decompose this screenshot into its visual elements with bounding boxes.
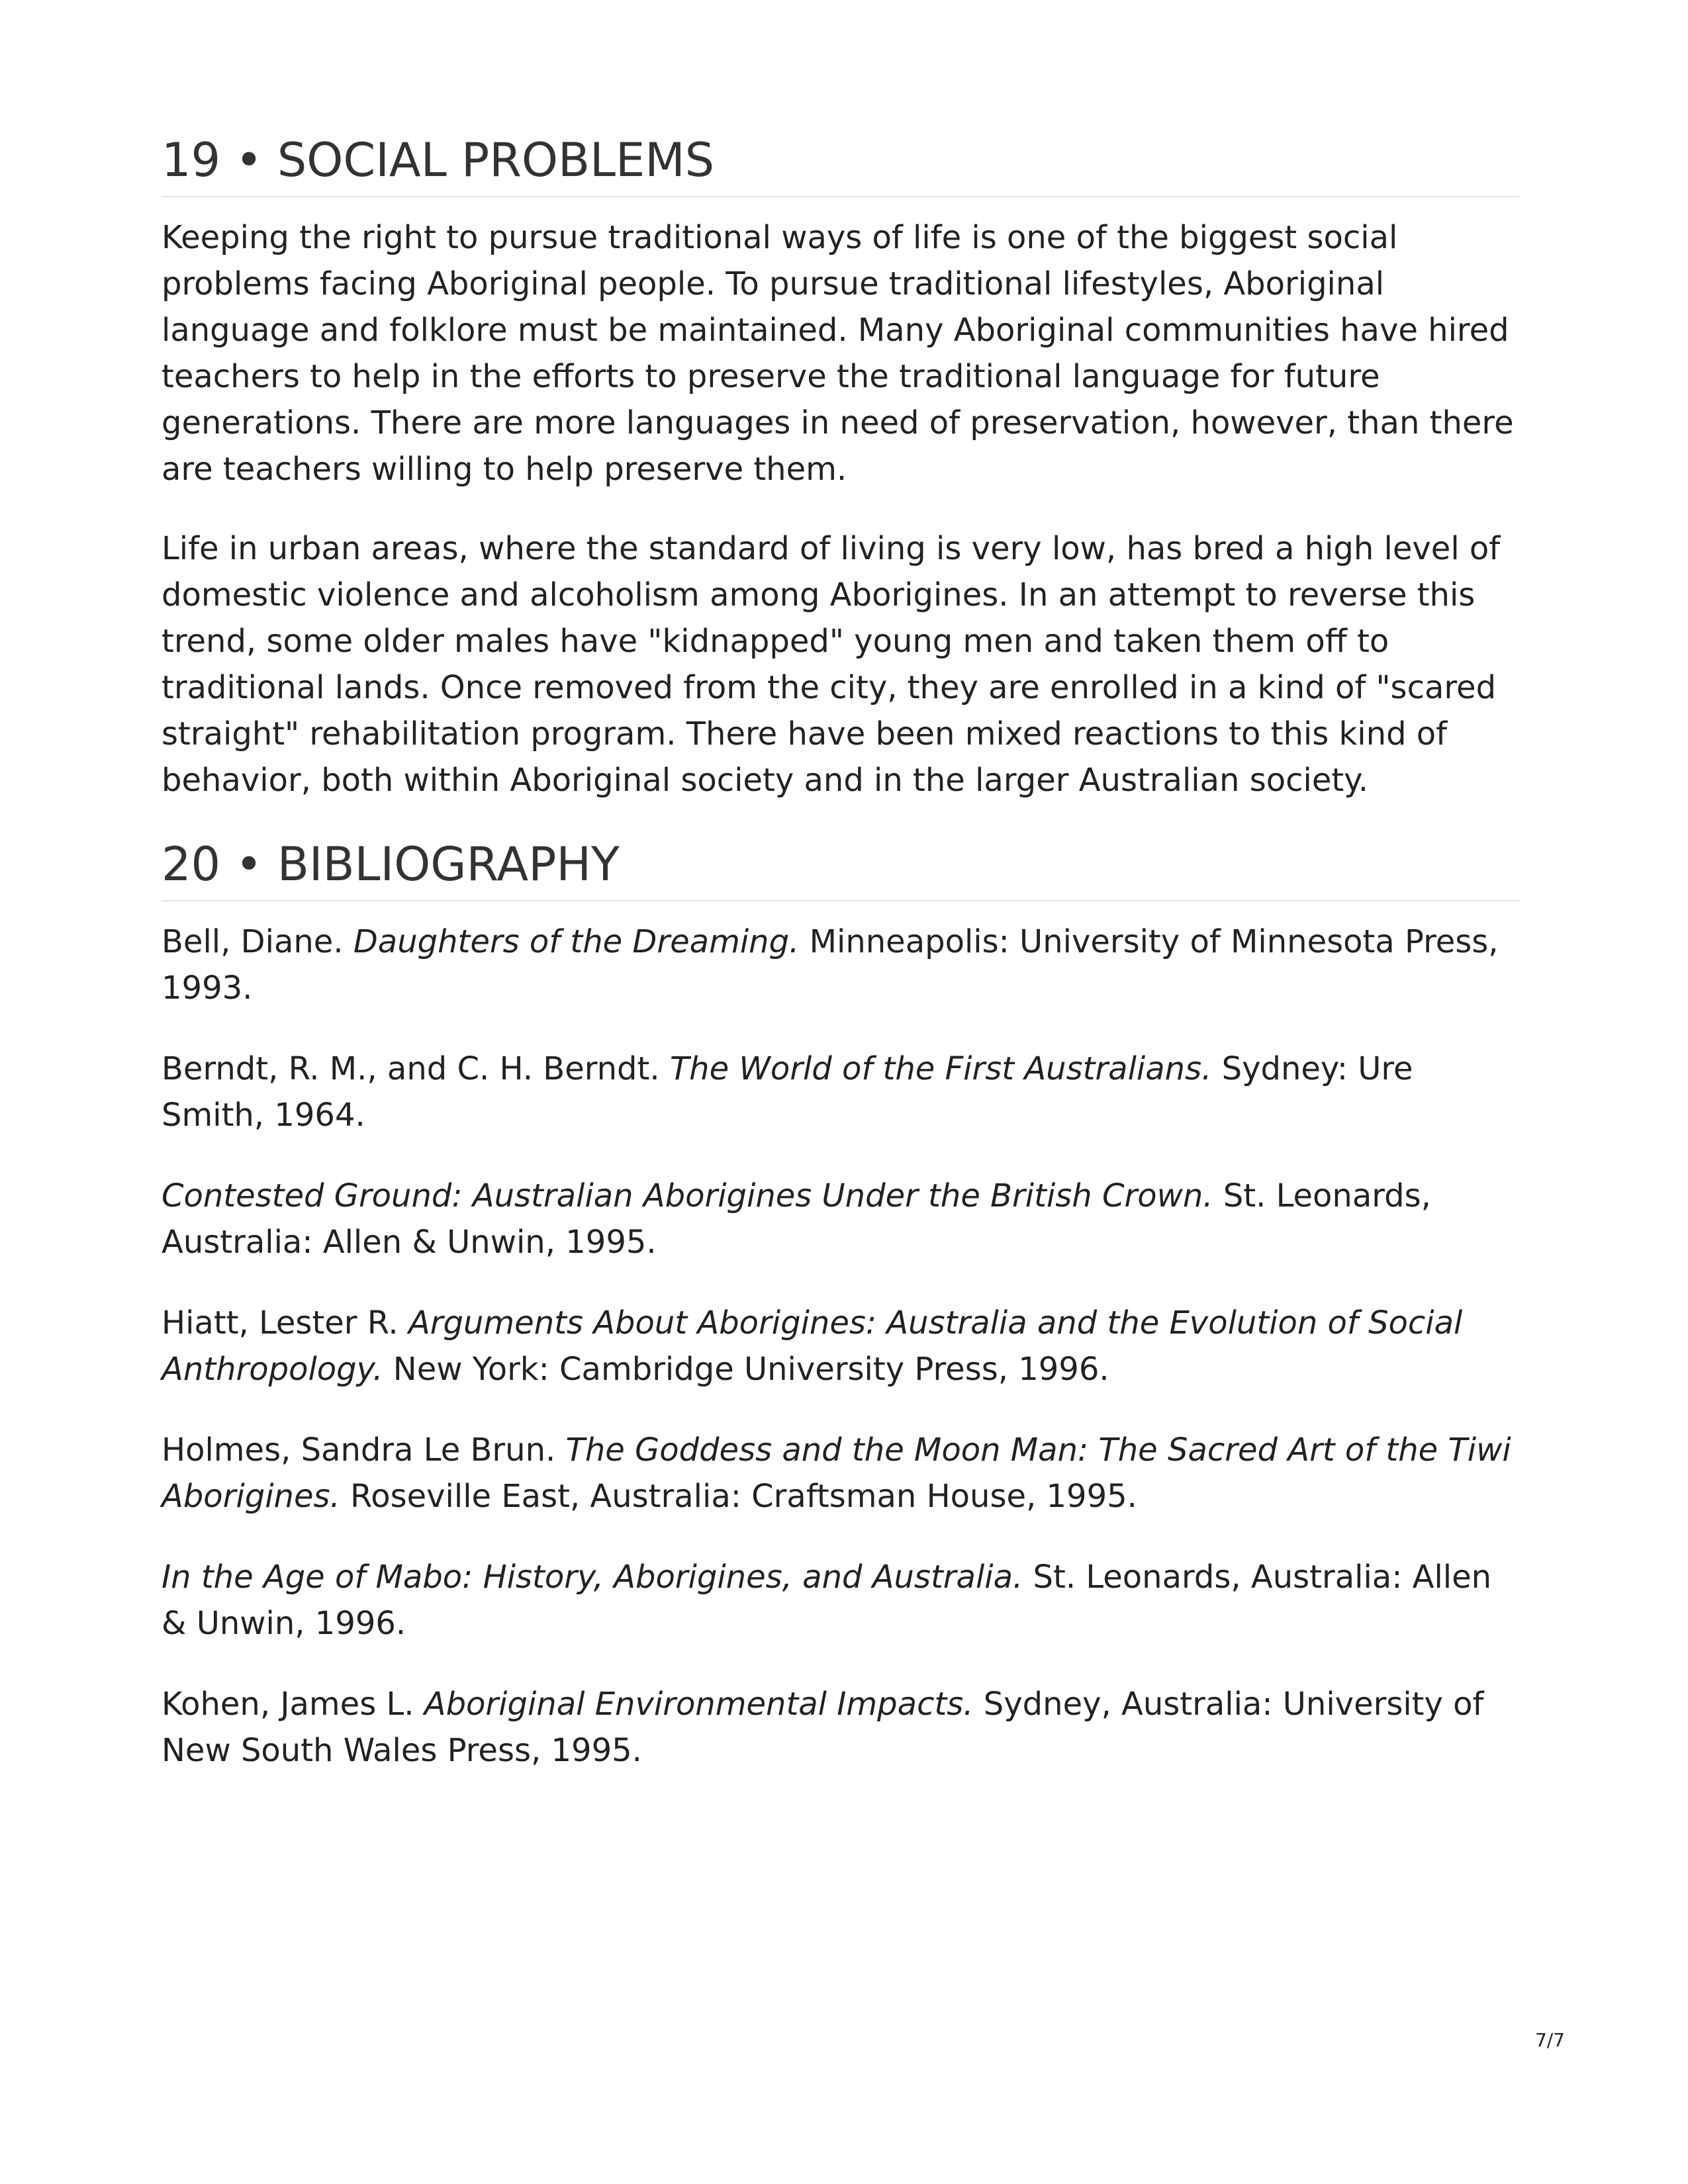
bib-author: Holmes, Sandra Le Brun. [162,1432,566,1469]
bibliography-entry [162,1173,1520,1265]
bibliography-entry [162,1681,1520,1774]
bibliography-entry [162,1046,1520,1138]
bib-author: Hiatt, Lester R. [162,1304,408,1342]
bib-title: Contested Ground: Australian Aborigines Under the British Crown. [162,1177,1213,1214]
section-heading-bibliography: 20 • BIBLIOGRAPHY [162,837,1520,901]
bib-title: The World of the First Australians. [669,1050,1212,1087]
bib-title: Arguments About Aborigines: Australia and the Evolution of Social Anthropology. [162,1304,1463,1388]
bib-title: In the Age of Mabo: History, Aborigines, and Australia. [162,1559,1023,1596]
bib-title: The Goddess and the Moon Man: The Sacred Art of the Tiwi Aborigines. [162,1432,1511,1515]
bib-publication: Sydney, Australia: University of New South Wales Press, 1995. [162,1686,1484,1769]
bib-author: Bell, Diane. [162,923,353,960]
bib-publication: St. Leonards, Australia: Allen & Unwin, 1995. [162,1177,1431,1261]
bib-title: Aboriginal Environmental Impacts. [424,1686,974,1723]
bib-publication: New York: Cambridge University Press, 1996. [383,1351,1109,1388]
bibliography-entry [162,1427,1520,1520]
bibliography-entry [162,919,1520,1011]
bib-publication: Sydney: Ure Smith, 1964. [162,1050,1413,1134]
bib-author: Kohen, James L. [162,1686,424,1723]
bib-author: Berndt, R. M., and C. H. Berndt. [162,1050,670,1087]
bibliography-entry [162,1554,1520,1647]
page-number: 7/7 [1534,2029,1565,2051]
bib-publication: St. Leonards, Australia: Allen & Unwin, 1996. [162,1559,1492,1642]
paragraph: Life in urban areas, where the standard of living is very low, has bred a high level of domestic violence and alcoholism among Aborigines. In an attempt to reverse this trend, some older males have "kidnapped" young men and taken them off to traditional lands. Once removed from the city, they are enrolled in a kind of "scared straight" rehabilitation program. There have been mixed reactions to this kind of behavior, both within Aboriginal society and in the larger Australian society. [162,530,1501,799]
section-heading-social-problems: 19 • SOCIAL PROBLEMS [162,132,1520,197]
bibliography-list [162,919,1520,1774]
bib-publication: Minneapolis: University of Minnesota Press, 1993. [162,923,1499,1007]
bibliography-entry [162,1300,1520,1392]
document-page [162,132,1520,1774]
paragraph: Keeping the right to pursue traditional ways of life is one of the biggest social problems facing Aboriginal people. To pursue traditional lifestyles, Aboriginal language and folklore must be maintained. Many Aboriginal communities have hired teachers to help in the efforts to preserve the traditional language for future generations. There are more languages in need of preservation, however, than there are teachers willing to help preserve them. [162,219,1514,488]
bib-publication: Roseville East, Australia: Craftsman House, 1995. [340,1478,1137,1515]
bib-title: Daughters of the Dreaming. [353,923,800,960]
